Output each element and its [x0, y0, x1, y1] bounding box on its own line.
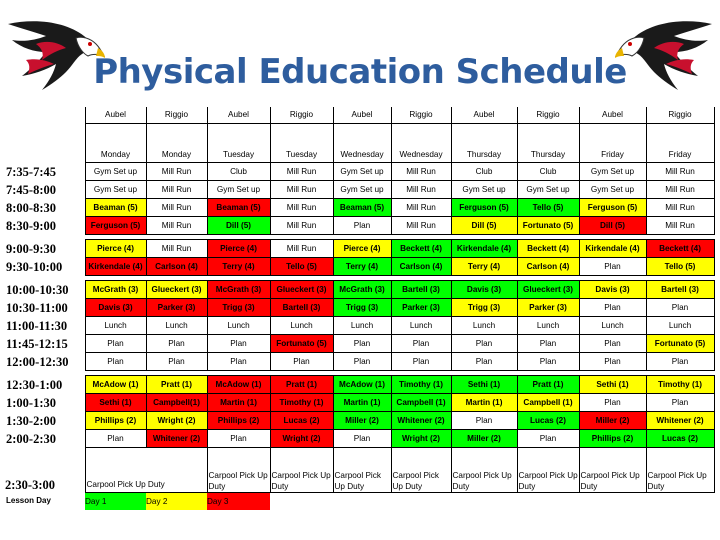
schedule-cell: Terry (4): [333, 258, 391, 276]
schedule-row: [4, 181, 714, 199]
schedule-cell: Campbell (1): [391, 394, 451, 412]
schedule-cell: Plan: [333, 335, 391, 353]
time-slot: 9:30-10:00: [6, 259, 63, 274]
schedule-cell: Plan: [451, 412, 517, 430]
time-slot: 7:45-8:00: [6, 182, 56, 197]
schedule-cell: Lucas (2): [270, 412, 333, 430]
schedule-cell: Glueckert (3): [270, 281, 333, 299]
schedule-cell: Glueckert (3): [146, 281, 207, 299]
schedule-cell: Timothy (1): [270, 394, 333, 412]
schedule-cell: McGrath (3): [333, 281, 391, 299]
schedule-cell: Mill Run: [646, 181, 714, 199]
schedule-cell: Plan: [333, 353, 391, 371]
schedule-cell: Bartell (3): [391, 281, 451, 299]
schedule-cell: Davis (3): [451, 281, 517, 299]
schedule-cell: Plan: [146, 335, 207, 353]
legend-day2: Day 2: [146, 493, 207, 511]
lesson-day-legend: [4, 493, 714, 511]
schedule-cell: Gym Set up: [579, 181, 646, 199]
schedule-cell: Phillips (2): [579, 430, 646, 448]
schedule-cell: Pierce (4): [207, 240, 270, 258]
schedule-cell: Mill Run: [146, 181, 207, 199]
schedule-cell: Lunch: [270, 317, 333, 335]
schedule-cell: Bartell (3): [270, 299, 333, 317]
schedule-cell: Lunch: [646, 317, 714, 335]
schedule-cell: Gym Set up: [85, 163, 146, 181]
schedule-cell: Kirkendale (4): [579, 240, 646, 258]
time-slot: 2:00-2:30: [6, 431, 56, 446]
teacher-header-row: [4, 107, 714, 124]
legend-spacer: [517, 493, 579, 511]
schedule-cell: Kirkendale (4): [451, 240, 517, 258]
teacher-header: Aubel: [451, 107, 517, 124]
schedule-cell: Sethi (1): [85, 394, 146, 412]
schedule-row: [4, 240, 714, 258]
schedule-cell: Pratt (1): [517, 376, 579, 394]
legend-day3: Day 3: [207, 493, 270, 511]
schedule-cell: Lunch: [146, 317, 207, 335]
schedule-cell: Plan: [517, 335, 579, 353]
schedule-cell: Plan: [146, 353, 207, 371]
legend-spacer: [270, 493, 333, 511]
day-header: Wednesday: [333, 124, 391, 163]
schedule-cell: Plan: [207, 353, 270, 371]
page-title: Physical Education Schedule: [93, 52, 627, 92]
carpool-row: [4, 448, 714, 493]
legend-day1: Day 1: [85, 493, 146, 511]
schedule-cell: Martin (1): [207, 394, 270, 412]
schedule-row: [4, 163, 714, 181]
schedule-cell: Club: [517, 163, 579, 181]
schedule-cell: Plan: [579, 258, 646, 276]
schedule-cell: Davis (3): [579, 281, 646, 299]
time-slot: 8:30-9:00: [6, 218, 56, 233]
schedule-cell: Beckett (4): [391, 240, 451, 258]
schedule-cell: Mill Run: [146, 199, 207, 217]
day-header: Friday: [579, 124, 646, 163]
day-header: Friday: [646, 124, 714, 163]
schedule-cell: Trigg (3): [333, 299, 391, 317]
schedule-cell: Mill Run: [146, 240, 207, 258]
schedule-cell: Trigg (3): [451, 299, 517, 317]
schedule-cell: Lunch: [451, 317, 517, 335]
schedule-cell: Plan: [270, 353, 333, 371]
schedule-cell: Lucas (2): [646, 430, 714, 448]
schedule-cell: Carlson (4): [146, 258, 207, 276]
schedule-cell: Terry (4): [207, 258, 270, 276]
schedule-cell: Fortunato (5): [517, 217, 579, 235]
schedule-cell: Campbell (1): [517, 394, 579, 412]
schedule-cell: Davis (3): [85, 299, 146, 317]
schedule-cell: Plan: [451, 353, 517, 371]
time-slot: 11:45-12:15: [6, 336, 68, 351]
schedule-cell: Wright (2): [391, 430, 451, 448]
schedule-row: [4, 299, 714, 317]
schedule-cell: Mill Run: [146, 217, 207, 235]
schedule-cell: Phillips (2): [207, 412, 270, 430]
schedule-cell: Plan: [391, 353, 451, 371]
teacher-header: Aubel: [579, 107, 646, 124]
carpool-cell: Carpool Pick Up Duty: [333, 448, 391, 493]
carpool-cell: Carpool Pick Up Duty: [517, 448, 579, 493]
schedule-cell: Plan: [207, 430, 270, 448]
teacher-header: Riggio: [391, 107, 451, 124]
schedule-cell: Whitener (2): [646, 412, 714, 430]
day-header: Thursday: [451, 124, 517, 163]
time-slot: 10:30-11:00: [6, 300, 68, 315]
schedule-cell: McAdow (1): [85, 376, 146, 394]
schedule-row: [4, 335, 714, 353]
schedule-cell: Terry (4): [451, 258, 517, 276]
time-slot: 11:00-11:30: [6, 318, 68, 333]
schedule-row: [4, 353, 714, 371]
schedule-cell: McAdow (1): [207, 376, 270, 394]
schedule-cell: Wright (2): [270, 430, 333, 448]
teacher-header: Aubel: [85, 107, 146, 124]
schedule-cell: Timothy (1): [646, 376, 714, 394]
schedule-cell: Lunch: [517, 317, 579, 335]
legend-spacer: [333, 493, 391, 511]
schedule-cell: Pierce (4): [85, 240, 146, 258]
schedule-cell: Mill Run: [391, 217, 451, 235]
schedule-row: [4, 258, 714, 276]
schedule-cell: Plan: [207, 335, 270, 353]
schedule-cell: Timothy (1): [391, 376, 451, 394]
time-slot: 10:00-10:30: [6, 282, 69, 297]
schedule-cell: Beckett (4): [517, 240, 579, 258]
schedule-row: [4, 317, 714, 335]
schedule-cell: Mill Run: [391, 181, 451, 199]
day-header: Monday: [85, 124, 146, 163]
schedule-cell: Mill Run: [391, 199, 451, 217]
schedule-cell: Miller (2): [579, 412, 646, 430]
schedule-cell: Mill Run: [270, 240, 333, 258]
teacher-header: Riggio: [517, 107, 579, 124]
schedule-table: [4, 107, 715, 510]
schedule-cell: Miller (2): [451, 430, 517, 448]
schedule-cell: Gym Set up: [517, 181, 579, 199]
lesson-day-label: Lesson Day: [6, 496, 51, 506]
schedule-cell: Plan: [391, 335, 451, 353]
carpool-cell: Carpool Pick Up Duty: [207, 448, 270, 493]
day-header-row: [4, 124, 714, 163]
schedule-cell: Mill Run: [270, 217, 333, 235]
day-header: Monday: [146, 124, 207, 163]
schedule-cell: Plan: [646, 299, 714, 317]
schedule-cell: Ferguson (5): [579, 199, 646, 217]
schedule-row: [4, 199, 714, 217]
schedule-cell: Mill Run: [146, 163, 207, 181]
schedule-cell: Club: [207, 163, 270, 181]
schedule-cell: Campbell(1): [146, 394, 207, 412]
schedule-cell: Plan: [85, 335, 146, 353]
carpool-cell: Carpool Pick Up Duty: [579, 448, 646, 493]
schedule-cell: Plan: [579, 335, 646, 353]
schedule-cell: Beaman (5): [207, 199, 270, 217]
schedule-cell: Lucas (2): [517, 412, 579, 430]
schedule-cell: Pratt (1): [146, 376, 207, 394]
header-spacer: [4, 107, 85, 124]
schedule-cell: Whitener (2): [146, 430, 207, 448]
schedule-cell: Plan: [333, 217, 391, 235]
teacher-header: Aubel: [333, 107, 391, 124]
schedule-cell: Mill Run: [646, 163, 714, 181]
schedule-cell: Gym Set up: [451, 181, 517, 199]
schedule-cell: Trigg (3): [207, 299, 270, 317]
schedule-cell: Parker (3): [391, 299, 451, 317]
schedule-cell: Whitener (2): [391, 412, 451, 430]
schedule-cell: Gym Set up: [207, 181, 270, 199]
schedule-cell: Plan: [517, 353, 579, 371]
schedule-cell: Tello (5): [270, 258, 333, 276]
schedule-cell: Carlson (4): [517, 258, 579, 276]
schedule-cell: Tello (5): [646, 258, 714, 276]
day-header: Wednesday: [391, 124, 451, 163]
schedule-cell: Phillips (2): [85, 412, 146, 430]
schedule-cell: Miller (2): [333, 412, 391, 430]
schedule-row: [4, 412, 714, 430]
schedule-cell: Lunch: [207, 317, 270, 335]
schedule-cell: Martin (1): [451, 394, 517, 412]
day-header: Tuesday: [207, 124, 270, 163]
day-header: Tuesday: [270, 124, 333, 163]
schedule-cell: Bartell (3): [646, 281, 714, 299]
schedule-cell: Mill Run: [646, 217, 714, 235]
time-slot: 1:30-2:00: [6, 413, 56, 428]
schedule-cell: McGrath (3): [85, 281, 146, 299]
day-header: Thursday: [517, 124, 579, 163]
schedule-cell: Ferguson (5): [85, 217, 146, 235]
header-spacer: [4, 124, 85, 163]
schedule-cell: Lunch: [579, 317, 646, 335]
schedule-cell: Gym Set up: [85, 181, 146, 199]
time-slot: 7:35-7:45: [6, 164, 56, 179]
schedule-cell: Mill Run: [646, 199, 714, 217]
legend-spacer: [579, 493, 646, 511]
schedule-row: [4, 217, 714, 235]
schedule-cell: Sethi (1): [451, 376, 517, 394]
schedule-cell: Lunch: [391, 317, 451, 335]
schedule-cell: McGrath (3): [207, 281, 270, 299]
schedule-cell: Sethi (1): [579, 376, 646, 394]
schedule-cell: Gym Set up: [333, 181, 391, 199]
schedule-cell: Beaman (5): [85, 199, 146, 217]
schedule-cell: Parker (3): [517, 299, 579, 317]
time-slot: 2:30-3:00: [5, 477, 55, 492]
schedule-cell: Plan: [579, 299, 646, 317]
carpool-cell: Carpool Pick Up Duty: [391, 448, 451, 493]
schedule-cell: Beckett (4): [646, 240, 714, 258]
schedule-cell: Kirkendale (4): [85, 258, 146, 276]
schedule-cell: Dill (5): [451, 217, 517, 235]
schedule-cell: Pierce (4): [333, 240, 391, 258]
teacher-header: Riggio: [646, 107, 714, 124]
teacher-header: Aubel: [207, 107, 270, 124]
schedule-row: [4, 430, 714, 448]
schedule-cell: Mill Run: [270, 199, 333, 217]
schedule-cell: Plan: [85, 353, 146, 371]
schedule-cell: Ferguson (5): [451, 199, 517, 217]
time-slot: 12:00-12:30: [6, 354, 69, 369]
schedule-cell: Lunch: [333, 317, 391, 335]
carpool-cell: Carpool Pick Up Duty: [451, 448, 517, 493]
schedule-cell: Wright (2): [146, 412, 207, 430]
schedule-cell: Plan: [646, 353, 714, 371]
schedule-cell: Fortunato (5): [646, 335, 714, 353]
schedule-cell: Dill (5): [579, 217, 646, 235]
schedule-cell: Dill (5): [207, 217, 270, 235]
time-slot: 9:00-9:30: [6, 241, 56, 256]
teacher-header: Riggio: [146, 107, 207, 124]
schedule-cell: Club: [451, 163, 517, 181]
time-slot: 8:00-8:30: [6, 200, 56, 215]
schedule-cell: Beaman (5): [333, 199, 391, 217]
schedule-cell: Plan: [579, 353, 646, 371]
schedule-cell: Plan: [451, 335, 517, 353]
schedule-cell: Mill Run: [391, 163, 451, 181]
schedule-cell: Parker (3): [146, 299, 207, 317]
teacher-header: Riggio: [270, 107, 333, 124]
time-slot: 12:30-1:00: [6, 377, 63, 392]
schedule-row: [4, 376, 714, 394]
legend-spacer: [391, 493, 451, 511]
schedule-cell: Plan: [646, 394, 714, 412]
schedule-cell: Plan: [85, 430, 146, 448]
schedule-cell: Glueckert (3): [517, 281, 579, 299]
schedule-cell: Gym Set up: [579, 163, 646, 181]
schedule-cell: Tello (5): [517, 199, 579, 217]
schedule-cell: Carlson (4): [391, 258, 451, 276]
schedule-cell: Plan: [517, 430, 579, 448]
legend-spacer: [451, 493, 517, 511]
schedule-cell: Gym Set up: [333, 163, 391, 181]
schedule-cell: McAdow (1): [333, 376, 391, 394]
schedule-cell: Mill Run: [270, 163, 333, 181]
schedule-cell: Fortunato (5): [270, 335, 333, 353]
carpool-cell: Carpool Pick Up Duty: [85, 448, 207, 493]
schedule-row: [4, 394, 714, 412]
schedule-row: [4, 281, 714, 299]
legend-spacer: [646, 493, 714, 511]
schedule-cell: Lunch: [85, 317, 146, 335]
schedule-cell: Martin (1): [333, 394, 391, 412]
schedule-cell: Plan: [333, 430, 391, 448]
schedule-cell: Pratt (1): [270, 376, 333, 394]
carpool-cell: Carpool Pick Up Duty: [270, 448, 333, 493]
carpool-cell: Carpool Pick Up Duty: [646, 448, 714, 493]
time-slot: 1:00-1:30: [6, 395, 56, 410]
schedule-cell: Mill Run: [270, 181, 333, 199]
schedule-cell: Plan: [579, 394, 646, 412]
